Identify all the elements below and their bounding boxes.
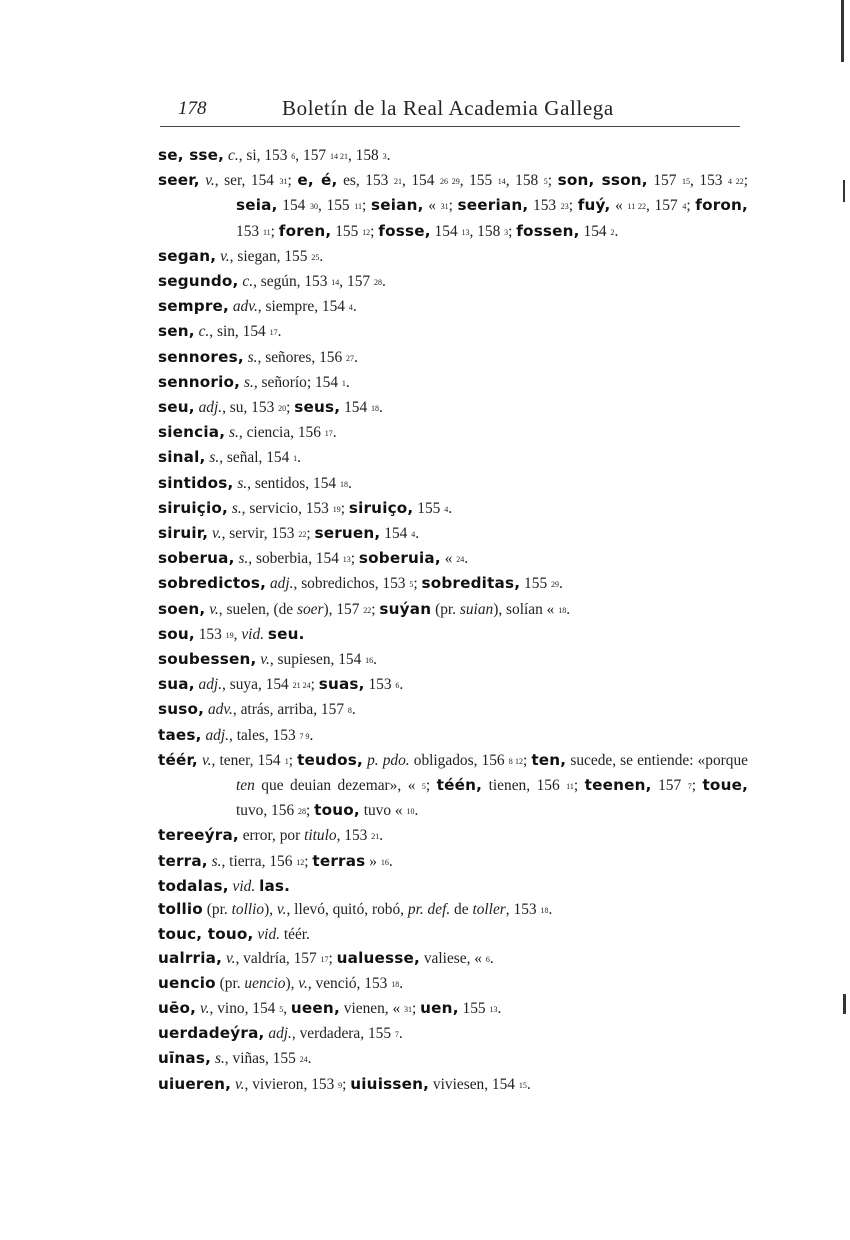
glossary-entry: uēo, v., vino, 154 5, ueen, vienen, « 31; uen, 155 13. xyxy=(158,998,502,1017)
glossary-entry: segundo, c., según, 153 14, 157 28. xyxy=(158,272,386,291)
glossary-entry: tereeýra, error, por titulo, 153 21. xyxy=(158,826,384,845)
glossary-entry: sempre, adv., siempre, 154 4. xyxy=(158,297,357,316)
glossary-entry: uiueren, v., vivieron, 153 9; uiuissen, viviesen, 154 15. xyxy=(158,1074,531,1093)
glossary-entry: siencia, s., ciencia, 156 17. xyxy=(158,423,337,442)
glossary-entry: sen, c., sin, 154 17. xyxy=(158,322,282,341)
glossary-entry: siruir, v., servir, 153 22; seruen, 154 4. xyxy=(158,524,420,543)
glossary-entry: sinal, s., señal, 154 1. xyxy=(158,448,301,467)
page-header xyxy=(160,96,740,127)
glossary-entry: sobredictos, adj., sobredichos, 153 5; sobreditas, 155 29. xyxy=(158,574,563,593)
glossary-entry: touc, touo, vid. téér. xyxy=(158,925,310,944)
glossary-entry: téér, v., tener, 154 1; teudos, p. pdo. obligados, 156 8 12; ten, sucede, se entiende: «porque ten que deuian dezemar», « 5; téén, tienen, 156 11; teenen, 157 7; toue, tuvo, 156 28; touo, tuvo « 10. xyxy=(158,750,749,820)
glossary-entry: uerdadeýra, adj., verdadera, 155 7. xyxy=(158,1024,403,1043)
scan-mark xyxy=(841,0,844,62)
glossary-entry: sennorio, s., señorío; 154 1. xyxy=(158,372,350,391)
glossary-entry: se, sse, c., si, 153 6, 157 14 21, 158 3. xyxy=(158,146,391,164)
glossary-entry: sintidos, s., sentidos, 154 18. xyxy=(158,473,352,492)
glossary-entry: soubessen, v., supiesen, 154 16. xyxy=(158,650,378,669)
glossary-entry: todalas, vid. las. xyxy=(158,876,291,895)
glossary-entry: ualrria, v., valdría, 157 17; ualuesse, valiese, « 6. xyxy=(158,948,494,967)
glossary-entry: soberua, s., soberbia, 154 13; soberuia, « 24. xyxy=(158,549,469,568)
glossary-entry: siruiçio, s., servicio, 153 19; siruiço, 155 4. xyxy=(158,498,453,517)
glossary-entry: tollio (pr. tollio), v., llevó, quitó, robó, pr. def. de toller, 153 18. xyxy=(158,900,553,919)
glossary-entry: soen, v., suelen, (de soer), 157 22; suýan (pr. suian), solían « 18. xyxy=(158,599,571,618)
scan-mark xyxy=(843,180,845,202)
page-number: 178 xyxy=(178,98,207,119)
glossary-entry: uencio (pr. uencio), v., venció, 153 18. xyxy=(158,973,404,992)
glossary-entry: segan, v., siegan, 155 25. xyxy=(158,246,324,265)
glossary-entry: suso, adv., atrás, arriba, 157 8. xyxy=(158,700,356,719)
glossary-entry: seu, adj., su, 153 20; seus, 154 18. xyxy=(158,398,383,417)
glossary-entry: sennores, s., señores, 156 27. xyxy=(158,347,358,366)
glossary-entry: sou, 153 19, vid. seu. xyxy=(158,624,305,643)
running-title: Boletín de la Real Academia Gallega xyxy=(282,96,614,120)
glossary-entry: uīnas, s., viñas, 155 24. xyxy=(158,1049,312,1068)
scan-mark xyxy=(843,994,846,1014)
glossary-entry: sua, adj., suya, 154 21 24; suas, 153 6. xyxy=(158,675,404,694)
glossary-entry: terra, s., tierra, 156 12; terras » 16. xyxy=(158,851,393,870)
glossary-entries xyxy=(158,144,748,1098)
glossary-entry: taes, adj., tales, 153 7 9. xyxy=(158,725,314,744)
glossary-entry: seer, v., ser, 154 31; e, é, es, 153 21, 154 26 29, 155 14, 158 5; son, sson, 157 15, 153 4 22; seia, 154 30, 155 11; seian, « 31; seerian, 153 23; fuý, « 11 22, 157 4; foron, 153 11; foren, 155 12; fosse, 154 13, 158 3; fossen, 154 2. xyxy=(158,171,749,240)
